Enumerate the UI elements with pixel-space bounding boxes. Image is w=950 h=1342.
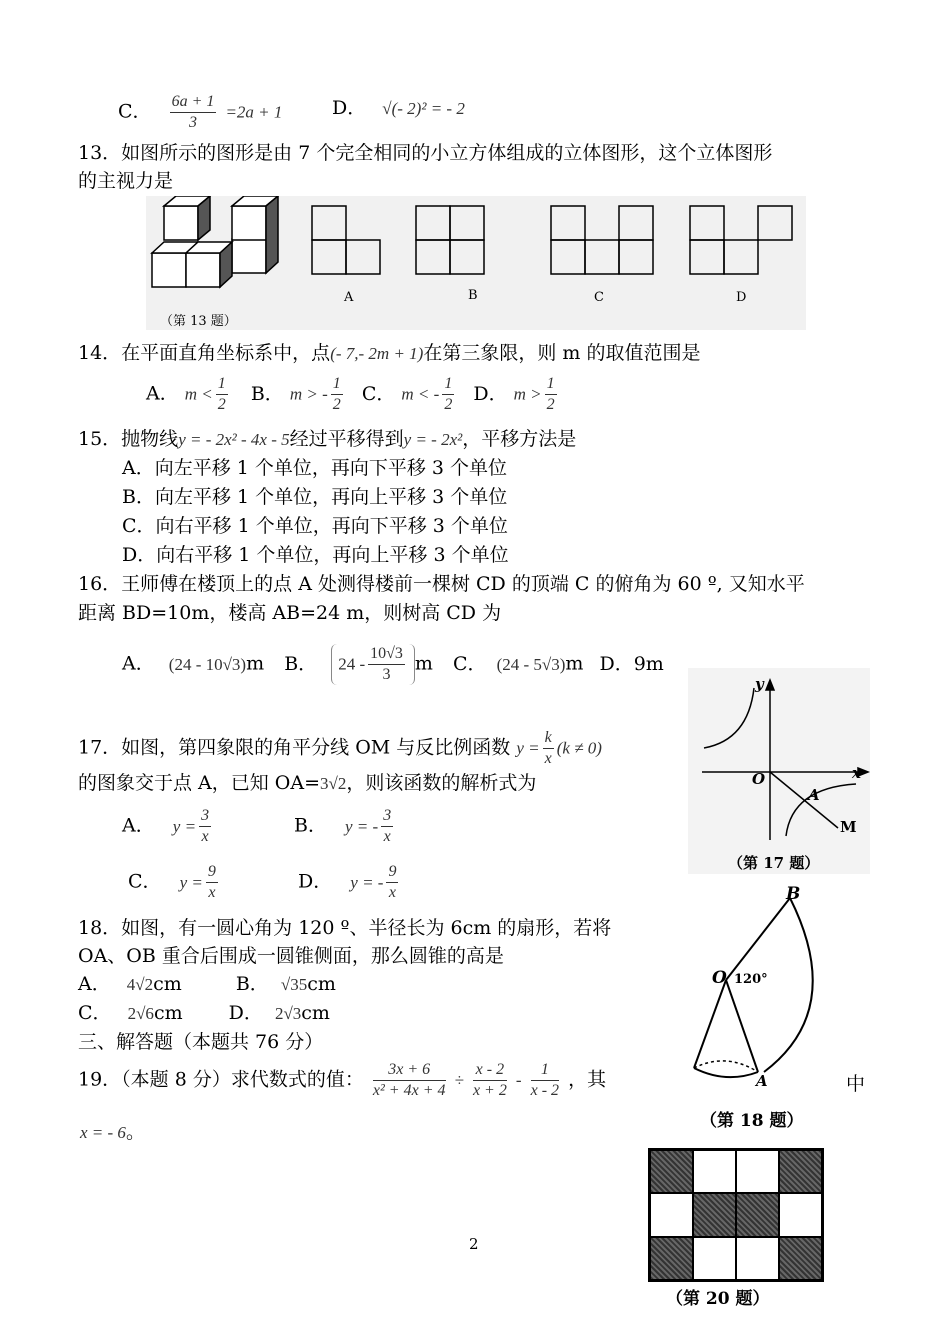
q17-point-m: M — [840, 818, 857, 836]
grid-cell — [779, 1193, 822, 1236]
page-number: 2 — [469, 1235, 479, 1253]
q12-option-d: D． √(- 2)² = - 2 — [332, 97, 465, 119]
q18-options-cd: C． 2√6cm D． 2√3cm — [78, 1002, 330, 1024]
q18-caption: （第 18 题） — [700, 1111, 804, 1131]
q17-figure — [688, 668, 870, 874]
q17-option-d: D． y = - $\frac{9}{x}$ — [298, 863, 397, 901]
q19-stem: 19．（本题 8 分）求代数式的值： $\frac{3x + 6}{\text{x² + 4x + 4}}$ ÷ $\frac{x - 2}{x + 2}$ - $\frac{1}{x - 2}$ ，其 — [78, 1061, 607, 1099]
q13-caption: （第 13 题） — [160, 314, 237, 329]
q15-stem: 15．抛物线y = - 2x² - 4x - 5经过平移得到y = - 2x²，平移方法是 — [78, 428, 577, 450]
q14-stem: 14．在平面直角坐标系中，点(- 7,- 2m + 1)在第三象限，则 m 的取值范围是 — [78, 342, 701, 364]
q17-axis-y: y — [755, 675, 764, 693]
q17-stem-2: 的图象交于点 A，已知 OA=3√2，则该函数的解析式为 — [78, 772, 537, 794]
q13-figure — [146, 196, 806, 330]
q15-option-c: C．向右平移 1 个单位，再向下平移 3 个单位 — [122, 515, 508, 537]
q17-point-a: A — [808, 786, 820, 804]
grid-cell — [736, 1237, 779, 1280]
q14-options: A． m < $\frac{1}{2}$ B． m > - $\frac{1}{2}$ C． m < - $\frac{1}{2}$ D． m > $\frac{1}{2}$ — [146, 375, 555, 413]
q19-line2: x = - 6。 — [80, 1121, 145, 1143]
q18-stem: 18．如图，有一圆心角为 120 º、半径长为 6cm 的扇形，若将 — [78, 917, 612, 939]
q15-option-b: B．向左平移 1 个单位，再向上平移 3 个单位 — [122, 486, 508, 508]
radius-ob — [726, 898, 790, 980]
q12-option-c: C． $\frac{6a + 1}{3}$ =2a + 1 — [118, 93, 283, 131]
grid-cell — [736, 1150, 779, 1193]
q13-label-b: B — [468, 288, 478, 303]
grid-cell — [650, 1150, 693, 1193]
q18-stem-2: OA、OB 重合后围成一圆锥侧面，那么圆锥的高是 — [78, 945, 504, 967]
q17-option-a: A． y = $\frac{3}{x}$ — [122, 807, 210, 845]
q13-stem: 13．如图所示的图形是由 7 个完全相同的小立方体组成的立体图形，这个立体图形 — [78, 142, 773, 164]
q18-options-ab: A． 4√2cm B． √35cm — [78, 973, 336, 995]
cone-base-back — [694, 1061, 758, 1072]
q20-caption: （第 20 题） — [666, 1289, 770, 1309]
q13-stem-2: 的主视力是 — [78, 170, 174, 192]
cone-left-edge — [694, 980, 726, 1068]
q13-label-a: A — [344, 290, 354, 305]
q17-origin: O — [752, 770, 766, 788]
section-three-heading: 三、解答题（本题共 76 分） — [78, 1031, 324, 1053]
grid-cell — [693, 1193, 736, 1236]
q17-option-c: C． y = $\frac{9}{x}$ — [128, 863, 216, 901]
q15-option-d: D．向右平移 1 个单位，再向上平移 3 个单位 — [122, 544, 509, 566]
q18-label-o: O — [712, 968, 727, 988]
q17-caption: （第 17 题） — [728, 854, 820, 872]
q18-label-b: B — [786, 884, 801, 904]
q18-angle: 120° — [734, 972, 768, 987]
grid-cell — [693, 1150, 736, 1193]
cone-right-edge — [726, 980, 758, 1072]
q18-label-a: A — [756, 1072, 768, 1090]
q16-stem: 16．王师傅在楼顶上的点 A 处测得楼前一棵树 CD 的顶端 C 的俯角为 60 º, 又知水平 — [78, 573, 805, 595]
grid-cell — [650, 1193, 693, 1236]
sector-arc — [764, 898, 813, 1072]
q13-label-d: D — [736, 290, 747, 305]
q20-grid-figure — [648, 1148, 824, 1282]
q15-option-a: A．向左平移 1 个单位，再向下平移 3 个单位 — [122, 457, 508, 479]
q13-label-c: C — [594, 290, 604, 305]
q17-option-b: B． y = - $\frac{3}{x}$ — [294, 807, 392, 845]
grid-cell — [650, 1237, 693, 1280]
cone-base-front — [694, 1068, 758, 1077]
grid-cell — [779, 1237, 822, 1280]
q16-options: A． (24 - 10√3)m B． 24 - $\frac{10√3}{3}$ m C． (24 - 5√3)m D．9m — [122, 645, 664, 683]
q19-zhong: 中 — [846, 1073, 866, 1095]
q17-axis-x: x — [852, 764, 861, 782]
q17-stem: 17．如图，第四象限的角平分线 OM 与反比例函数 y = $\frac{k}{x}$ (k ≠ 0) — [78, 729, 602, 767]
q16-stem-2: 距离 BD=10m，楼高 AB=24 m，则树高 CD 为 — [78, 602, 502, 624]
grid-cell — [736, 1193, 779, 1236]
grid-cell — [693, 1237, 736, 1280]
grid-cell — [779, 1150, 822, 1193]
